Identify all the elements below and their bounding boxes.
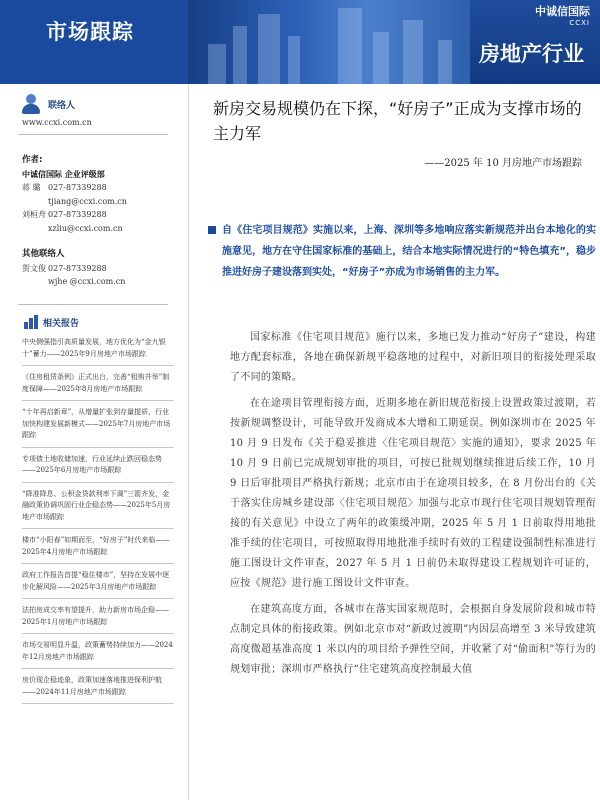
author-email[interactable]: tjiang@ccxi.com.cn xyxy=(48,196,127,206)
related-report-item[interactable]: 市场交易明显升温，政策蓄势持续加力——2024年12月房地产市场跟踪 xyxy=(22,639,174,669)
author-name: 刘桓舟 xyxy=(22,210,46,219)
authors-block xyxy=(22,154,172,235)
report-header xyxy=(0,0,600,84)
report-subtitle: ——2025 年 10 月房地产市场跟踪 xyxy=(424,158,582,169)
body-paragraph: 在建筑高度方面，各城市在落实国家规范时，会根据自身发展阶段和城市特点制定具体的衔接政策。例如北京市对“新政过渡期”内因层高增至 3 米导致建筑高度微超基准高度 1 米以内的项目给予弹性空间，并收紧了对“偷面积”等行为的规划审批；深圳市严格执行“住宅建筑高度控制最大值 xyxy=(230,604,596,675)
bar-chart-icon xyxy=(22,314,40,330)
related-report-item[interactable]: 楼市“小阳春”如期而至，“好房子”时代来临——2025年4月房地产市场跟踪 xyxy=(22,534,174,564)
other-contacts-label: 其他联络人 xyxy=(22,249,65,259)
related-report-item[interactable]: 法拍房成交率有望提升，助力新房市场企稳——2025年1月房地产市场跟踪 xyxy=(22,604,174,634)
key-point-text: 自《住宅项目规范》实施以来，上海、深圳等多地响应落实新规范并出台本地化的实施意见，地方在守住国家标准的基础上，结合本地实际情况进行的“特色填充”，稳步推进好房子建设落到实处，“好房子”亦成为市场销售的主力军。 xyxy=(222,225,596,278)
key-point-block xyxy=(202,220,596,283)
industry-title: 房地产行业 xyxy=(479,42,584,66)
related-report-item[interactable]: “十年再启新章”，从增量扩张到存量提质，行业加快构建发展新模式——2025年7月房地产市场跟踪 xyxy=(22,406,174,448)
company-logo xyxy=(535,3,590,27)
authors-org: 中诚信国际 企业评级部 xyxy=(22,169,105,179)
logo-sub: CCXI xyxy=(569,19,590,27)
author-email[interactable]: xzliu@ccxi.com.cn xyxy=(48,223,123,233)
author-phone: 027-87339288 xyxy=(48,210,107,219)
author-phone: 027-87339288 xyxy=(48,183,107,192)
contact-phone: 027-87339288 xyxy=(48,263,107,273)
person-icon xyxy=(20,92,46,116)
report-title: 新房交易规模仍在下探，“好房子”正成为支撑市场的主力军 xyxy=(213,99,582,143)
related-reports-list xyxy=(22,336,174,709)
divider xyxy=(18,304,168,305)
body-paragraph: 在在途项目管理衔接方面，近期多地在新旧规范衔接上设置政策过渡期，若按新规调整设计，可能导致开发商成本大增和工期延误。例如深圳市在 2025 年 10 月 9 日发布《关于稳妥推进〈住宅项目规范〉实施的通知》，要求 2025 年 10 月 9 日前已完成规划审批的项目，可按已批规划继续推进后续工作，10 月 9 日后审批项目严格执行新规；北京市由于在途项目较多，在 8 月份出台的《关于落实住房城乡建设部〈住宅项目规范〉加强与北京市现行住宅项目规划管理衔接的有关意见》中设立了两年的政策缓冲期，2025 年 5 月 1 日前取得用地批准手续的住宅项目，可按照取得用地批准手续时有效的工程建设强制性标准进行施工图设计文件审查，2027 年 5 月 1 日前仍未取得建设工程规划许可证的，应按《规范》进行施工图设计文件审查。 xyxy=(230,398,596,589)
related-report-item[interactable]: “降准降息、公积金贷款利率下调”三箭齐发，金融政策协调巩固行业企稳态势——2025年5月房地产市场跟踪 xyxy=(22,488,174,530)
divider xyxy=(18,134,168,135)
related-report-item[interactable]: 房价现企稳迹象，政策加速落地推进保利护航——2024年11月房地产市场跟踪 xyxy=(22,674,174,704)
author-name: 蒋 璐 xyxy=(22,183,41,192)
related-reports-heading xyxy=(22,314,79,330)
column-divider xyxy=(188,84,189,800)
contact-row xyxy=(22,262,172,276)
header-cityscape-image xyxy=(188,0,488,84)
body-paragraph: 国家标准《住宅项目规范》施行以来，多地已发力推动“好房子”建设，构建地方配套标准，各地在确保新规平稳落地的过程中，对新旧项目的衔接处理采取了不同的策略。 xyxy=(230,332,596,383)
related-report-item[interactable]: 中央侧强指引高质量发展，地方优化为“金九银十”蓄力——2025年9月房地产市场跟踪 xyxy=(22,336,174,366)
related-report-item[interactable]: 《住房租赁条例》正式出台，完善“租购并举”制度保障——2025年8月房地产市场跟踪 xyxy=(22,371,174,401)
square-bullet-icon xyxy=(208,226,216,234)
other-contacts-block xyxy=(22,248,172,289)
contact-name: 贺文俊 xyxy=(22,263,46,273)
authors-label: 作者: xyxy=(22,155,43,165)
author-row xyxy=(22,181,172,195)
section-title: 市场跟踪 xyxy=(46,20,134,44)
logo-name: 中诚信国际 xyxy=(535,5,590,18)
website-link[interactable]: www.ccxi.com.cn xyxy=(22,118,92,127)
body-text xyxy=(230,328,596,686)
header-left-block xyxy=(0,0,190,84)
related-reports-label: 相关报告 xyxy=(43,318,80,329)
author-row xyxy=(22,208,172,222)
contact-heading xyxy=(20,92,75,116)
sidebar xyxy=(0,84,188,800)
contact-email[interactable]: wjhe @ccxi.com.cn xyxy=(48,277,126,286)
contact-label: 联络人 xyxy=(48,100,76,111)
related-report-item[interactable]: 专项债土地收储加速，行业延续止跌回稳态势——2025年6月房地产市场跟踪 xyxy=(22,453,174,483)
related-report-item[interactable]: 政府工作报告首提“稳住楼市”，坚持在发展中逐步化解风险——2025年3月房地产市场跟踪 xyxy=(22,569,174,599)
